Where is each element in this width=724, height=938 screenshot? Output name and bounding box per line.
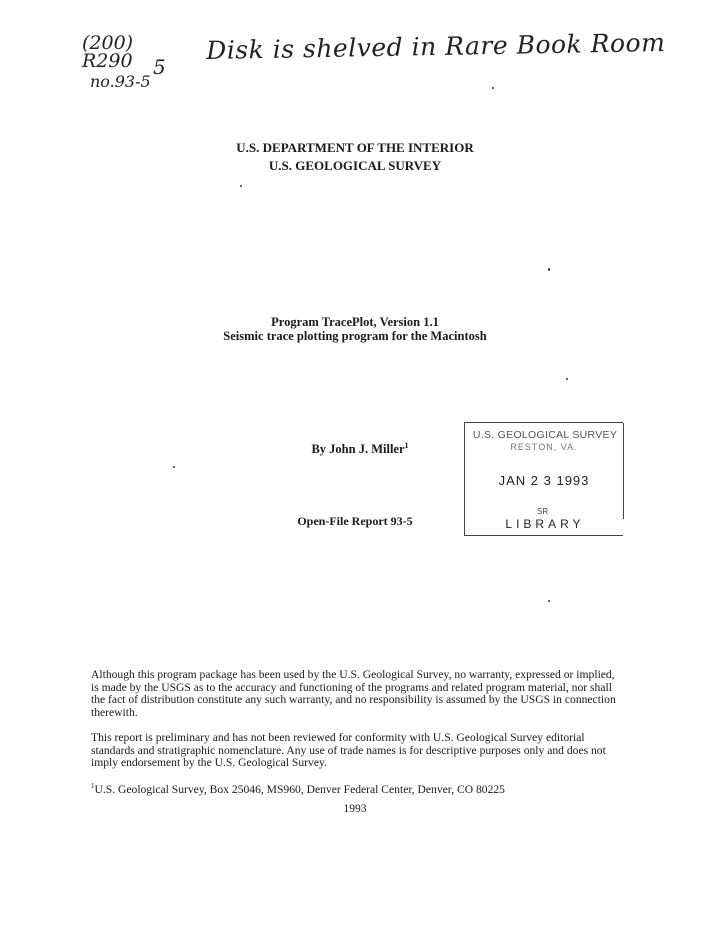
publication-year: 1993 — [343, 802, 367, 815]
handwritten-call-number-line1: (200) — [82, 32, 134, 54]
speck — [548, 268, 550, 271]
handwritten-call-number-line2: R290 — [82, 50, 133, 72]
department-heading — [185, 139, 525, 175]
footnote-text: U.S. Geological Survey, Box 25046, MS960, Denver Federal Center, Denver, CO 80225 — [94, 782, 505, 796]
footnote-marker: 1 — [91, 782, 95, 790]
disclaimer-preliminary: This report is preliminary and has not been reviewed for conformity with U.S. Geological Survey editorial standards and stratigraphic nomenclature. Any use of trade names is for descriptive purposes only and does not imply endorsement by the U.S. Geological Survey. — [91, 731, 606, 770]
author-footnote-marker: 1 — [404, 441, 409, 450]
author-line — [280, 441, 440, 457]
speck — [173, 466, 175, 468]
stamp-agency: U.S. GEOLOGICAL SURVEY — [472, 429, 618, 441]
disclaimer-warranty: Although this program package has been used by the U.S. Geological Survey, no warranty, expressed or implied, is made by the USGS as to the accuracy and functioning of the programs and related program material, nor shall the fact of distribution constitute any such warranty, and no responsibility is assumed by the USGS in connection therewith. — [91, 668, 616, 719]
author-byline: By John J. Miller — [311, 442, 405, 457]
report-number: Open-File Report 93-5 — [297, 514, 413, 528]
program-title: Program TracePlot, Version 1.1 — [271, 315, 439, 329]
program-subtitle: Seismic trace plotting program for the Macintosh — [223, 329, 487, 343]
stamp-initials: SR — [537, 507, 549, 516]
department-name: U.S. DEPARTMENT OF THE INTERIOR — [236, 140, 474, 155]
library-received-stamp — [464, 422, 623, 536]
speck — [566, 378, 568, 380]
handwritten-call-number-suffix: 5 — [153, 55, 166, 79]
handwritten-shelving-note: Disk is shelved in Rare Book Room — [206, 27, 666, 65]
handwritten-call-number-line3: no.93-5 — [90, 72, 151, 91]
author-affiliation-footnote — [91, 782, 621, 796]
agency-name: U.S. GEOLOGICAL SURVEY — [268, 158, 442, 173]
stamp-date: JAN 2 3 1993 — [498, 473, 590, 488]
stamp-library: LIBRARY — [505, 517, 585, 531]
speck — [548, 600, 550, 602]
speck — [492, 87, 494, 89]
speck — [240, 185, 242, 187]
stamp-location: RESTON, VA. — [510, 442, 578, 452]
program-title-block — [180, 315, 530, 343]
